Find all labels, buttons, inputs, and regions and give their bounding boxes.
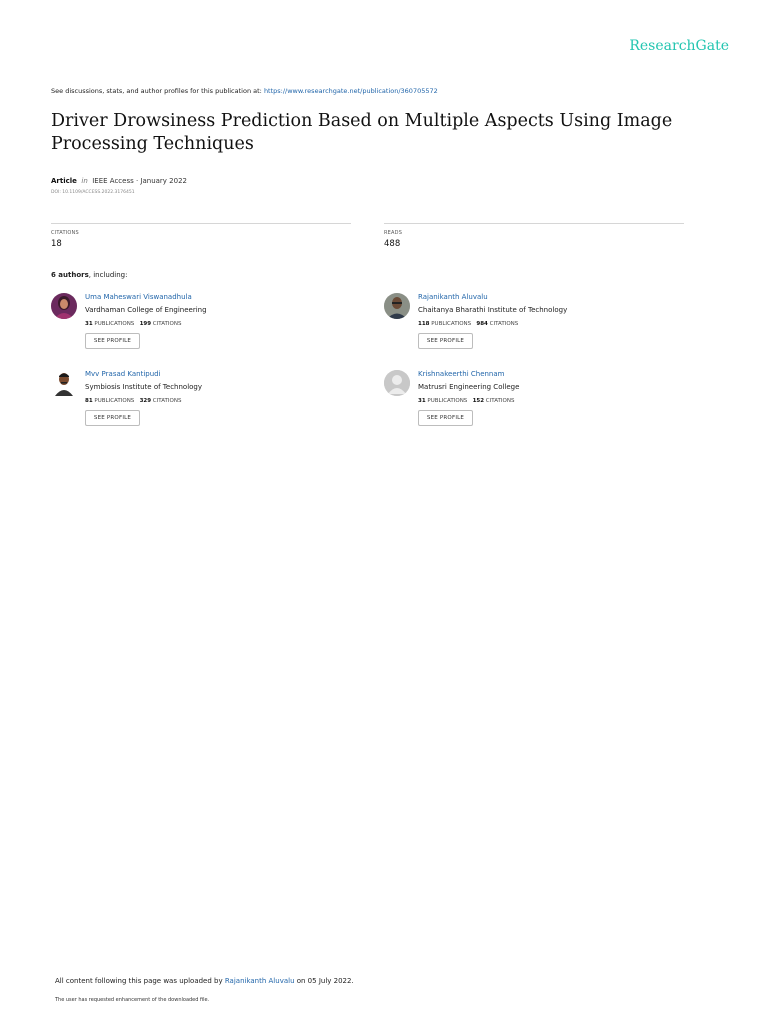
publication-link[interactable]: https://www.researchgate.net/publication/360705572: [263, 87, 438, 95]
citations-divider: [51, 223, 351, 224]
author-stats: [85, 321, 181, 327]
article-doi: DOI: 10.1109/ACCESS.2022.3176451: [51, 190, 135, 195]
publication-title: Driver Drowsiness Prediction Based on Multiple Aspects Using Image Processing Techniques: [51, 111, 673, 154]
upload-suffix: on 05 July 2022.: [294, 977, 354, 985]
publications-label: PUBLICATIONS: [94, 321, 135, 327]
authors-heading-suffix: , including:: [88, 271, 128, 279]
author-institution: Vardhaman College of Engineering: [85, 306, 207, 314]
author-name[interactable]: Krishnakeerthi Chennam: [418, 370, 505, 378]
avatar[interactable]: [51, 370, 77, 396]
citations-label: CITATIONS: [152, 321, 182, 327]
author-photo-icon: [384, 293, 410, 319]
publications-count: 81: [85, 398, 93, 404]
author-card: [384, 370, 684, 440]
article-venue: IEEE Access · January 2022: [92, 177, 187, 185]
publications-count: 118: [418, 321, 430, 327]
reads-value: 488: [384, 239, 401, 249]
authors-count: 6 authors: [51, 271, 89, 279]
publications-count: 31: [418, 398, 426, 404]
author-photo-icon: [51, 370, 77, 396]
citations-value: 18: [51, 239, 62, 249]
author-name[interactable]: Mvv Prasad Kantipudi: [85, 370, 161, 378]
enhancement-note: The user has requested enhancement of the downloaded file.: [55, 997, 210, 1003]
author-card: [51, 293, 351, 363]
citations-count: 199: [139, 321, 152, 327]
author-name[interactable]: Rajanikanth Aluvalu: [418, 293, 488, 301]
author-institution: Chaitanya Bharathi Institute of Technology: [418, 306, 568, 314]
uploader-link[interactable]: Rajanikanth Aluvalu: [224, 977, 295, 985]
see-profile-button[interactable]: SEE PROFILE: [85, 410, 140, 426]
author-institution: Symbiosis Institute of Technology: [85, 383, 203, 391]
citations-count: 984: [476, 321, 488, 327]
publications-label: PUBLICATIONS: [427, 398, 468, 404]
publications-count: 31: [85, 321, 93, 327]
citations-label: CITATIONS: [485, 398, 515, 404]
upload-prefix: All content following this page was uploaded by: [55, 977, 225, 985]
citations-count: 152: [472, 398, 485, 404]
avatar[interactable]: [51, 293, 77, 319]
author-stats: [418, 321, 518, 327]
authors-heading: [51, 271, 127, 279]
author-card: [51, 370, 351, 440]
author-card: [384, 293, 684, 363]
author-photo-icon: [51, 293, 77, 319]
see-profile-button[interactable]: SEE PROFILE: [418, 410, 473, 426]
author-name[interactable]: Uma Maheswari Viswanadhula: [85, 293, 192, 301]
author-stats: [85, 398, 181, 404]
see-profile-button[interactable]: SEE PROFILE: [418, 333, 473, 349]
citations-label: CITATIONS: [489, 321, 519, 327]
reads-label: READS: [384, 230, 403, 236]
citations-label: CITATIONS: [152, 398, 182, 404]
default-avatar-icon: [384, 370, 410, 396]
discussions-prefix: See discussions, stats, and author profiles for this publication at:: [51, 87, 264, 95]
article-meta: [51, 177, 187, 185]
see-profile-button[interactable]: SEE PROFILE: [85, 333, 140, 349]
article-in: in: [81, 177, 88, 185]
discussions-line: [51, 87, 438, 95]
citations-label: CITATIONS: [51, 230, 79, 236]
upload-notice: [55, 977, 354, 985]
author-stats: [418, 398, 514, 404]
publications-label: PUBLICATIONS: [94, 398, 135, 404]
avatar[interactable]: [384, 370, 410, 396]
avatar[interactable]: [384, 293, 410, 319]
researchgate-logo[interactable]: ResearchGate: [629, 38, 729, 54]
publications-label: PUBLICATIONS: [431, 321, 472, 327]
reads-divider: [384, 223, 684, 224]
article-type: Article: [51, 177, 77, 185]
citations-count: 329: [139, 398, 152, 404]
author-institution: Matrusri Engineering College: [418, 383, 520, 391]
